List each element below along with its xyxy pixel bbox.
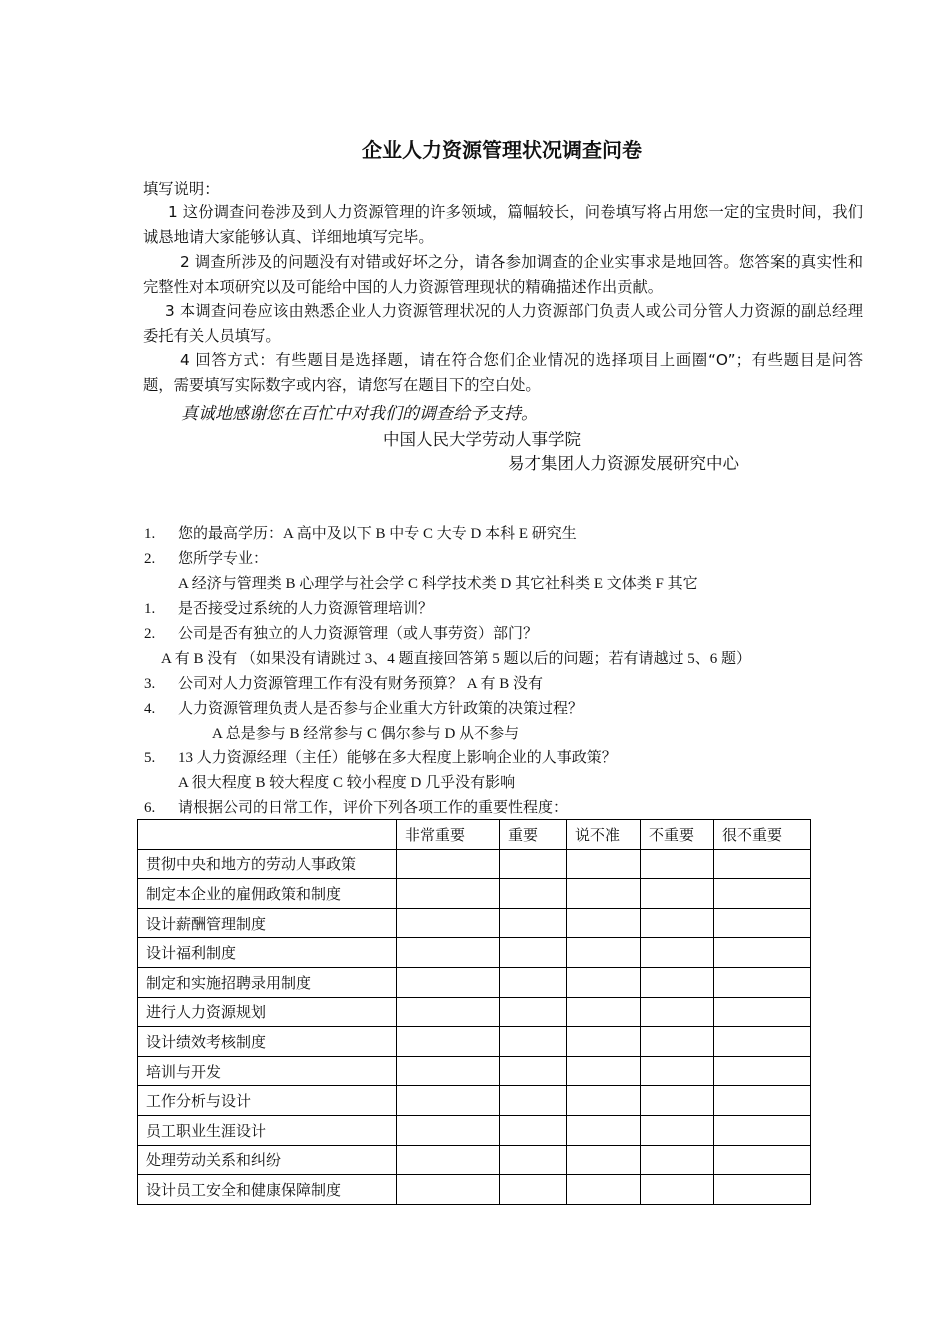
row-label: 设计绩效考核制度 [138, 1027, 397, 1057]
rating-cell[interactable] [714, 1175, 811, 1205]
rating-cell[interactable] [500, 967, 567, 997]
rating-cell[interactable] [397, 1056, 500, 1086]
rating-cell[interactable] [641, 879, 714, 909]
table-row [138, 849, 811, 879]
rating-cell[interactable] [714, 1027, 811, 1057]
rating-cell[interactable] [714, 908, 811, 938]
rating-cell[interactable] [641, 967, 714, 997]
table-row [138, 997, 811, 1027]
rating-cell[interactable] [641, 1145, 714, 1175]
table-row [138, 1175, 811, 1205]
row-label: 设计员工安全和健康保障制度 [138, 1175, 397, 1205]
rating-cell[interactable] [567, 1056, 641, 1086]
row-label: 贯彻中央和地方的劳动人事政策 [138, 849, 397, 879]
rating-cell[interactable] [641, 849, 714, 879]
rating-cell[interactable] [714, 967, 811, 997]
rating-cell[interactable] [397, 1086, 500, 1116]
rating-cell[interactable] [500, 997, 567, 1027]
table-header-cell [138, 820, 397, 850]
answer-options: A 有 B 没有 （如果没有请跳过 3、4 题直接回答第 5 题以后的问题；若有请越过 5、6 题） [161, 651, 752, 667]
instruction-paragraph-3: 3 本调查问卷应该由熟悉企业人力资源管理状况的人力资源部门负责人或公司分管人力资源的副总经理委托有关人员填写。 [143, 302, 863, 345]
rating-cell[interactable] [397, 1027, 500, 1057]
importance-rating-table [137, 819, 811, 1205]
rating-cell[interactable] [397, 1145, 500, 1175]
table-row [138, 879, 811, 909]
rating-cell[interactable] [567, 997, 641, 1027]
table-row [138, 1056, 811, 1086]
table-row [138, 908, 811, 938]
rating-cell[interactable] [500, 938, 567, 968]
table-row [138, 1027, 811, 1057]
rating-cell[interactable] [397, 908, 500, 938]
instructions-heading: 填写说明： [143, 180, 220, 198]
answer-options: A 总是参与 B 经常参与 C 偶尔参与 D 从不参与 [212, 726, 520, 742]
rating-cell[interactable] [397, 967, 500, 997]
rating-cell[interactable] [714, 1115, 811, 1145]
rating-cell[interactable] [567, 1115, 641, 1145]
table-header-cell: 很不重要 [714, 820, 811, 850]
rating-cell[interactable] [567, 1027, 641, 1057]
rating-cell[interactable] [567, 967, 641, 997]
rating-cell[interactable] [714, 1145, 811, 1175]
row-label: 设计福利制度 [138, 938, 397, 968]
table-header-cell: 说不准 [567, 820, 641, 850]
rating-cell[interactable] [500, 1115, 567, 1145]
table-header-cell: 重要 [500, 820, 567, 850]
rating-cell[interactable] [714, 1056, 811, 1086]
rating-cell[interactable] [500, 1056, 567, 1086]
organization-1: 中国人民大学劳动人事学院 [383, 430, 581, 449]
rating-cell[interactable] [641, 1056, 714, 1086]
rating-cell[interactable] [714, 1086, 811, 1116]
table-header-cell: 不重要 [641, 820, 714, 850]
rating-cell[interactable] [641, 908, 714, 938]
rating-cell[interactable] [714, 938, 811, 968]
rating-cell[interactable] [500, 1145, 567, 1175]
rating-cell[interactable] [714, 879, 811, 909]
answer-options: A 很大程度 B 较大程度 C 较小程度 D 几乎没有影响 [178, 775, 516, 791]
row-label: 制定和实施招聘录用制度 [138, 967, 397, 997]
table-row [138, 1086, 811, 1116]
rating-cell[interactable] [397, 879, 500, 909]
row-label: 员工职业生涯设计 [138, 1115, 397, 1145]
row-label: 处理劳动关系和纠纷 [138, 1145, 397, 1175]
document-page: 企业人力资源管理状况调查问卷 填写说明： 1 这份调查问卷涉及到人力资源管理的许多领域，篇幅较长，问卷填写将占用您一定的宝贵时间，我们诚恳地请大家能够认真、详细地填写完毕。 2 调查所涉及的问题没有对错或好坏之分，请各参加调查的企业实事求是地回答。您答案的真实性和完整性对本项研究以及可能给中国的人力资源管理现状的精确描述作出贡献。 3 本调查问卷应该由熟悉企业人力资源管理状况的人力资源部门负责人或公司分管人力资源的副总经理委托有关人员填写。 4 回答方式：有些题目是选择题，请在符合您们企业情况的选择项目上画圈“O”；有些题目是问答题，需要填写实际数字或内容，请您写在题目下的空白处。 真诚地感谢您在百忙中对我们的调查给予支持。 中国人民大学劳动人事学院 易才集团人力资源发展研究中心 1. 您的最高学历：A 高中及以下 B 中专 C 大专 D 本科 E 研究生 2. 您所学专业： A 经济与管理类 B 心理学与社会学 C 科学技术类 D 其它社科类 E 文体类 F 其它 1. 是否接受过系统的人力资源管理培训？ 2. 公司是否有独立的人力资源管理（或人事劳资）部门？ A 有 B 没有 （如果没有请跳过 3、4 题直接回答第 5 题以后的问题；若有请越过 5、6 题） 3. 公司对人力资源管理工作有没有财务预算？ A 有 B 没有 4. 人力资源管理负责人是否参与企业重大方针政策的决策过程？ A 总是参与 B 经常参与 C 偶尔参与 D 从不参与 5. 13 人力资源经理（主任）能够在多大程度上影响企业的人事政策？ A 很大程度 B 较大程度 C 较小程度 D 几乎没有影响 6. 请根据公司的日常工作，评价下列各项工作的重要性程度： 非常重要 重要 说不准 不重要 很不重要 贯彻中央和地方的劳动人事政策 制定本企业的雇佣政策和制度 设计薪酬管理制度 设计福利制度 制定和实施招聘录用制度 进行人力资源规划 设计绩效考核制度 培训与开发 工作分析与设计 员工职业生涯设计 处理劳动关系和纠纷 设计员工安全和健康保障制度 [0, 0, 950, 1344]
thanks-note: 真诚地感谢您在百忙中对我们的调查给予支持。 [181, 404, 538, 424]
rating-cell[interactable] [567, 1086, 641, 1116]
rating-cell[interactable] [567, 849, 641, 879]
rating-cell[interactable] [567, 908, 641, 938]
rating-cell[interactable] [397, 938, 500, 968]
instruction-paragraph-2: 2 调查所涉及的问题没有对错或好坏之分，请各参加调查的企业实事求是地回答。您答案的真实性和完整性对本项研究以及可能给中国的人力资源管理现状的精确描述作出贡献。 [143, 253, 863, 296]
instruction-paragraph-4: 4 回答方式：有些题目是选择题，请在符合您们企业情况的选择项目上画圈“O”；有些题目是问答题，需要填写实际数字或内容，请您写在题目下的空白处。 [143, 351, 863, 394]
row-label: 设计薪酬管理制度 [138, 908, 397, 938]
row-label: 培训与开发 [138, 1056, 397, 1086]
table-row [138, 1145, 811, 1175]
rating-cell[interactable] [397, 997, 500, 1027]
organization-2: 易才集团人力资源发展研究中心 [508, 454, 739, 473]
row-label: 进行人力资源规划 [138, 997, 397, 1027]
rating-cell[interactable] [714, 849, 811, 879]
rating-cell[interactable] [641, 1086, 714, 1116]
rating-cell[interactable] [567, 879, 641, 909]
rating-cell[interactable] [500, 849, 567, 879]
rating-cell[interactable] [567, 1145, 641, 1175]
rating-cell[interactable] [641, 1027, 714, 1057]
page-title: 企业人力资源管理状况调查问卷 [362, 138, 642, 162]
table-header-row [138, 820, 811, 850]
row-label: 制定本企业的雇佣政策和制度 [138, 879, 397, 909]
rating-cell[interactable] [397, 849, 500, 879]
rating-cell[interactable] [714, 997, 811, 1027]
table-row [138, 967, 811, 997]
table-row [138, 1115, 811, 1145]
instruction-paragraph-1: 1 这份调查问卷涉及到人力资源管理的许多领域，篇幅较长，问卷填写将占用您一定的宝贵时间，我们诚恳地请大家能够认真、详细地填写完毕。 [143, 203, 863, 246]
table-row [138, 938, 811, 968]
rating-cell[interactable] [397, 1115, 500, 1145]
rating-cell[interactable] [500, 908, 567, 938]
rating-cell[interactable] [397, 1175, 500, 1205]
table-header-cell: 非常重要 [397, 820, 500, 850]
rating-cell[interactable] [641, 1175, 714, 1205]
rating-cell[interactable] [500, 1027, 567, 1057]
row-label: 工作分析与设计 [138, 1086, 397, 1116]
rating-cell[interactable] [500, 1086, 567, 1116]
rating-cell[interactable] [641, 997, 714, 1027]
rating-cell[interactable] [641, 938, 714, 968]
rating-cell[interactable] [567, 1175, 641, 1205]
answer-options: A 经济与管理类 B 心理学与社会学 C 科学技术类 D 其它社科类 E 文体类 F 其它 [178, 576, 698, 592]
rating-cell[interactable] [641, 1115, 714, 1145]
rating-cell[interactable] [500, 879, 567, 909]
rating-cell[interactable] [500, 1175, 567, 1205]
rating-cell[interactable] [567, 938, 641, 968]
